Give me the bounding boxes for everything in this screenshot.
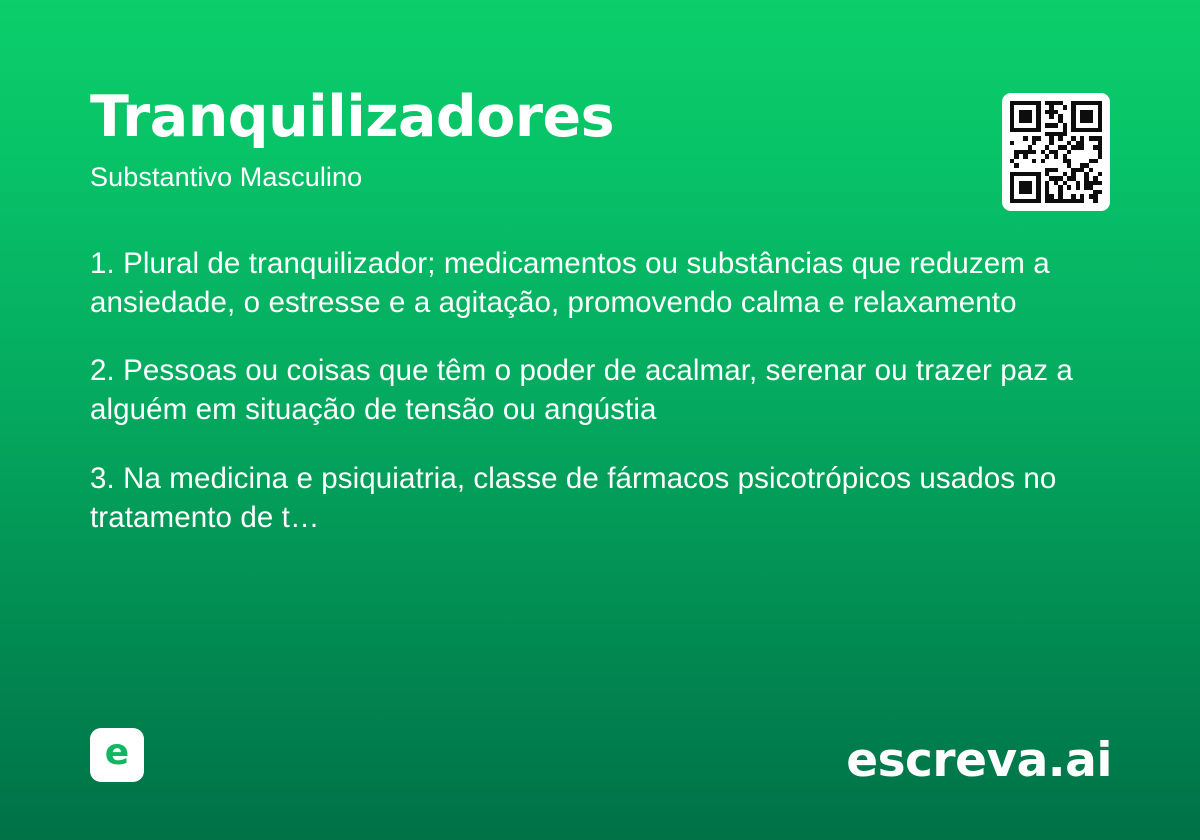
page-title: Tranquilizadores	[90, 84, 615, 150]
brand-name: escreva.ai	[846, 733, 1112, 788]
list-item: 2. Pessoas ou coisas que têm o poder de acalmar, serenar ou trazer paz a alguém em situação de tensão ou angústia	[90, 354, 1073, 427]
definition-list	[90, 245, 1080, 538]
list-item: 3. Na medicina e psiquiatria, classe de fármacos psicotrópicos usados no tratamento de t…	[90, 461, 1057, 534]
qr-code-icon[interactable]	[1002, 93, 1110, 211]
qr-code-matrix	[1010, 101, 1102, 203]
word-class-label: Substantivo Masculino	[90, 161, 363, 192]
brand-logo-icon	[90, 728, 144, 782]
list-item: 1. Plural de tranquilizador; medicamentos ou substâncias que reduzem a ansiedade, o estresse e a agitação, promovendo calma e relaxamento	[90, 246, 1050, 319]
brand-logo-letter: e	[104, 732, 130, 773]
